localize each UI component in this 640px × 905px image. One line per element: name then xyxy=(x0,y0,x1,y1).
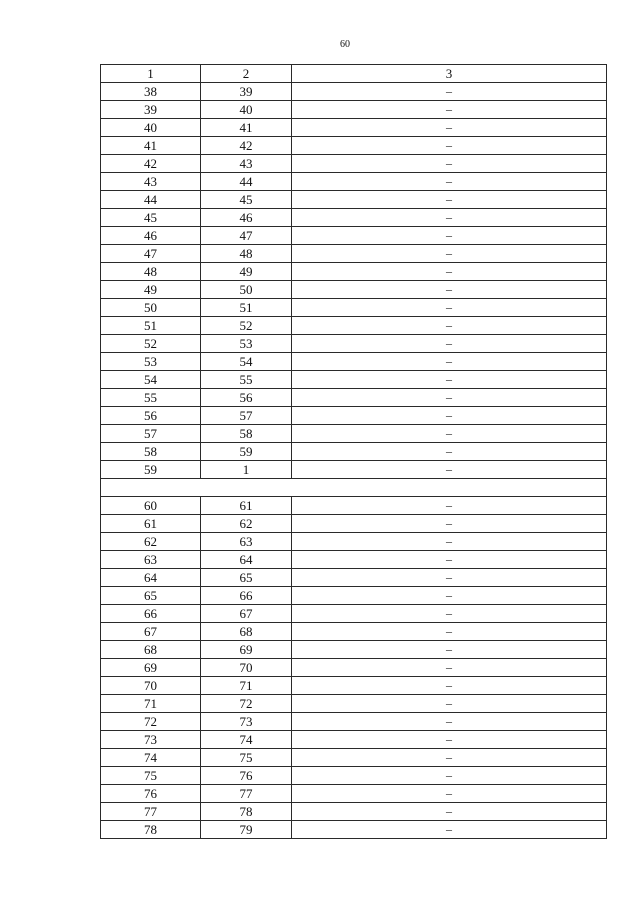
table-row xyxy=(101,119,607,137)
table-cell-col3: – xyxy=(292,263,607,281)
table-row xyxy=(101,245,607,263)
table-row xyxy=(101,749,607,767)
table-row xyxy=(101,713,607,731)
table-cell-col2: 52 xyxy=(201,317,292,335)
table-cell-col3: – xyxy=(292,803,607,821)
table-header-row xyxy=(101,65,607,83)
table-cell-col3: – xyxy=(292,461,607,479)
table-cell-col3: – xyxy=(292,641,607,659)
table-cell-col1: 58 xyxy=(101,443,201,461)
table-cell-col1: 69 xyxy=(101,659,201,677)
table-cell-col1: 65 xyxy=(101,587,201,605)
page-number: 60 xyxy=(340,39,350,50)
table-row xyxy=(101,299,607,317)
table-cell-col2: 68 xyxy=(201,623,292,641)
table-cell-col2: 64 xyxy=(201,551,292,569)
table-cell-col2: 72 xyxy=(201,695,292,713)
table-cell-col1: 54 xyxy=(101,371,201,389)
table-row xyxy=(101,335,607,353)
table-cell-col3: – xyxy=(292,371,607,389)
table-row xyxy=(101,83,607,101)
table-row xyxy=(101,443,607,461)
table-cell-col2: 40 xyxy=(201,101,292,119)
table-cell-col3: – xyxy=(292,695,607,713)
table-cell-col2: 51 xyxy=(201,299,292,317)
table-cell-col1: 56 xyxy=(101,407,201,425)
table-cell-col2: 53 xyxy=(201,335,292,353)
table-cell-col3: – xyxy=(292,749,607,767)
table-row xyxy=(101,317,607,335)
table-row xyxy=(101,389,607,407)
table-cell-col2: 58 xyxy=(201,425,292,443)
table-cell-col3: – xyxy=(292,119,607,137)
table-cell-col1: 64 xyxy=(101,569,201,587)
table-cell-col1: 59 xyxy=(101,461,201,479)
table-cell-col1: 76 xyxy=(101,785,201,803)
table-cell-col3: – xyxy=(292,587,607,605)
table-cell-col3: – xyxy=(292,137,607,155)
table-cell-col3: – xyxy=(292,677,607,695)
table-cell-col1: 77 xyxy=(101,803,201,821)
table-cell-col3: – xyxy=(292,623,607,641)
table-cell-col3: – xyxy=(292,551,607,569)
column-header-3: 3 xyxy=(292,65,607,83)
table-cell-col3: – xyxy=(292,731,607,749)
table-cell-col1: 53 xyxy=(101,353,201,371)
table-cell-col3: – xyxy=(292,317,607,335)
table-cell-col3: – xyxy=(292,209,607,227)
table-row xyxy=(101,101,607,119)
table-cell-col1: 68 xyxy=(101,641,201,659)
table-cell-col1: 51 xyxy=(101,317,201,335)
table-cell-col2: 73 xyxy=(201,713,292,731)
table-cell-col2: 62 xyxy=(201,515,292,533)
table-cell-col2: 74 xyxy=(201,731,292,749)
table-cell-col1: 38 xyxy=(101,83,201,101)
table-cell-col2: 79 xyxy=(201,821,292,839)
table-cell-col1: 72 xyxy=(101,713,201,731)
table-row xyxy=(101,551,607,569)
table-cell-col2: 76 xyxy=(201,767,292,785)
table-cell-col2: 70 xyxy=(201,659,292,677)
table-cell-col1: 67 xyxy=(101,623,201,641)
data-table xyxy=(100,64,607,839)
table-cell-col1: 78 xyxy=(101,821,201,839)
table-cell-col2: 43 xyxy=(201,155,292,173)
table-row xyxy=(101,785,607,803)
column-header-1: 1 xyxy=(101,65,201,83)
table-cell-col1: 40 xyxy=(101,119,201,137)
table-cell-col3: – xyxy=(292,353,607,371)
table-cell-col1: 43 xyxy=(101,173,201,191)
table-cell-col2: 47 xyxy=(201,227,292,245)
table-cell-col2: 46 xyxy=(201,209,292,227)
table-cell-col2: 71 xyxy=(201,677,292,695)
table-cell-col3: – xyxy=(292,191,607,209)
table-cell-col1: 57 xyxy=(101,425,201,443)
table-cell-col3: – xyxy=(292,569,607,587)
table-cell-col3: – xyxy=(292,83,607,101)
table-row xyxy=(101,407,607,425)
table-row xyxy=(101,605,607,623)
table-cell-col2: 56 xyxy=(201,389,292,407)
table-cell-col1: 50 xyxy=(101,299,201,317)
table-cell-col3: – xyxy=(292,515,607,533)
table-cell-col2: 78 xyxy=(201,803,292,821)
table-cell-col1: 61 xyxy=(101,515,201,533)
section-separator-row xyxy=(101,479,607,497)
table-cell-col1: 39 xyxy=(101,101,201,119)
table-row xyxy=(101,281,607,299)
table-row xyxy=(101,371,607,389)
table-cell-col1: 48 xyxy=(101,263,201,281)
table-cell-col2: 59 xyxy=(201,443,292,461)
table-cell-col1: 74 xyxy=(101,749,201,767)
table-row xyxy=(101,623,607,641)
table-row xyxy=(101,263,607,281)
table-cell-col2: 55 xyxy=(201,371,292,389)
table-cell-col1: 75 xyxy=(101,767,201,785)
table-cell-col3: – xyxy=(292,425,607,443)
table-cell-col1: 52 xyxy=(101,335,201,353)
table-cell-col3: – xyxy=(292,245,607,263)
table-cell-col3: – xyxy=(292,443,607,461)
table-cell-col3: – xyxy=(292,659,607,677)
table-cell-col3: – xyxy=(292,605,607,623)
column-header-2: 2 xyxy=(201,65,292,83)
table-cell-col1: 45 xyxy=(101,209,201,227)
table-row xyxy=(101,533,607,551)
table-cell-col2: 49 xyxy=(201,263,292,281)
table-cell-col2: 39 xyxy=(201,83,292,101)
table-row xyxy=(101,767,607,785)
table-cell-col2: 45 xyxy=(201,191,292,209)
table-cell-col1: 41 xyxy=(101,137,201,155)
table-row xyxy=(101,191,607,209)
table-cell-col3: – xyxy=(292,101,607,119)
table-row xyxy=(101,173,607,191)
table-cell-col2: 42 xyxy=(201,137,292,155)
table-body xyxy=(101,65,607,839)
table-cell-col2: 77 xyxy=(201,785,292,803)
table-row xyxy=(101,731,607,749)
table-cell-col1: 55 xyxy=(101,389,201,407)
table-cell-col1: 44 xyxy=(101,191,201,209)
table-cell-col3: – xyxy=(292,173,607,191)
table-cell-col3: – xyxy=(292,281,607,299)
table-row xyxy=(101,695,607,713)
table-cell-col2: 63 xyxy=(201,533,292,551)
table-row xyxy=(101,425,607,443)
table-row xyxy=(101,461,607,479)
table-cell-col3: – xyxy=(292,335,607,353)
table-cell-col2: 54 xyxy=(201,353,292,371)
table-cell-col2: 50 xyxy=(201,281,292,299)
table-cell-col3: – xyxy=(292,389,607,407)
table-cell-col1: 62 xyxy=(101,533,201,551)
table-row xyxy=(101,677,607,695)
table-row xyxy=(101,515,607,533)
table-cell-col3: – xyxy=(292,155,607,173)
table-row xyxy=(101,821,607,839)
table-cell-col3: – xyxy=(292,785,607,803)
table-cell-col3: – xyxy=(292,407,607,425)
table-row xyxy=(101,137,607,155)
table-row xyxy=(101,353,607,371)
table-cell-col3: – xyxy=(292,497,607,515)
table-cell-col2: 44 xyxy=(201,173,292,191)
table-row xyxy=(101,209,607,227)
table-cell-col3: – xyxy=(292,821,607,839)
table-cell-col3: – xyxy=(292,227,607,245)
table-cell-col1: 47 xyxy=(101,245,201,263)
table-cell-col1: 46 xyxy=(101,227,201,245)
table-row xyxy=(101,803,607,821)
table-row xyxy=(101,569,607,587)
table-cell-col3: – xyxy=(292,533,607,551)
table-row xyxy=(101,587,607,605)
table-cell-col2: 41 xyxy=(201,119,292,137)
table-cell-col3: – xyxy=(292,767,607,785)
table-cell-col3: – xyxy=(292,299,607,317)
table-cell-col1: 60 xyxy=(101,497,201,515)
table-cell-col2: 69 xyxy=(201,641,292,659)
table-row xyxy=(101,155,607,173)
table-cell-col3: – xyxy=(292,713,607,731)
table-cell-col2: 57 xyxy=(201,407,292,425)
table-cell-col1: 63 xyxy=(101,551,201,569)
table-cell-col2: 75 xyxy=(201,749,292,767)
table-cell-col1: 66 xyxy=(101,605,201,623)
table-cell-col2: 65 xyxy=(201,569,292,587)
table-cell-col1: 71 xyxy=(101,695,201,713)
table-row xyxy=(101,497,607,515)
table-cell-col1: 73 xyxy=(101,731,201,749)
table-row xyxy=(101,227,607,245)
table-cell-col1: 49 xyxy=(101,281,201,299)
table-cell-col2: 48 xyxy=(201,245,292,263)
table-cell-col1: 70 xyxy=(101,677,201,695)
table-row xyxy=(101,641,607,659)
section-separator-cell xyxy=(101,479,607,497)
table-cell-col2: 1 xyxy=(201,461,292,479)
table-cell-col1: 42 xyxy=(101,155,201,173)
table-cell-col2: 61 xyxy=(201,497,292,515)
table-cell-col2: 66 xyxy=(201,587,292,605)
table-cell-col2: 67 xyxy=(201,605,292,623)
table-row xyxy=(101,659,607,677)
